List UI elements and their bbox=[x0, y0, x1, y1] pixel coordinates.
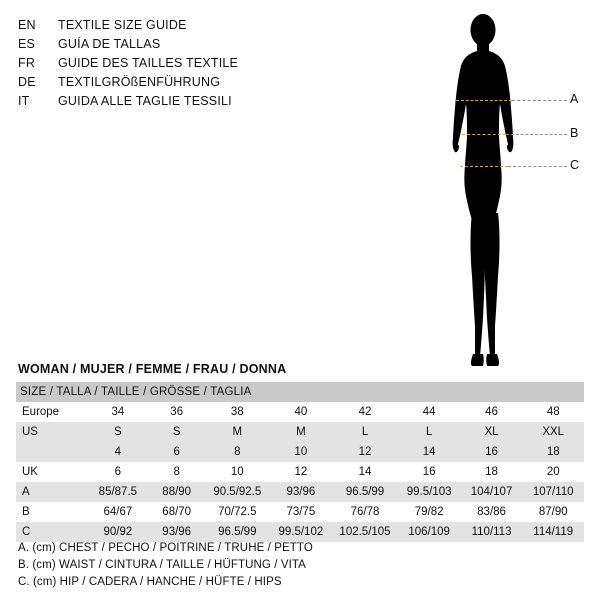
cell: 102.5/105 bbox=[332, 522, 397, 542]
cell: 96.5/99 bbox=[332, 482, 397, 502]
language-text: GUÍA DE TALLAS bbox=[58, 37, 161, 51]
cell: 68/70 bbox=[148, 502, 205, 522]
measurement-notes bbox=[18, 540, 578, 591]
language-code: ES bbox=[18, 37, 36, 51]
row-label: UK bbox=[16, 462, 88, 482]
cell: 20 bbox=[522, 462, 584, 482]
cell: 107/110 bbox=[522, 482, 584, 502]
table-row bbox=[16, 422, 584, 442]
cell: 14 bbox=[332, 462, 397, 482]
cell: 85/87.5 bbox=[88, 482, 149, 502]
table-row bbox=[16, 462, 584, 482]
cell: 14 bbox=[398, 442, 461, 462]
table-row bbox=[16, 482, 584, 502]
language-text: TEXTILE SIZE GUIDE bbox=[58, 18, 187, 32]
language-code: IT bbox=[18, 94, 30, 108]
language-row bbox=[18, 73, 318, 92]
cell: 110/113 bbox=[461, 522, 523, 542]
table-row bbox=[16, 402, 584, 422]
cell: 73/75 bbox=[269, 502, 332, 522]
cell: 6 bbox=[148, 442, 205, 462]
cell: 18 bbox=[461, 462, 523, 482]
cell: 42 bbox=[332, 402, 397, 422]
note-hip: C. (cm) HIP / CADERA / HANCHE / HÜFTE / HIPS bbox=[18, 576, 282, 588]
row-label: C bbox=[16, 522, 88, 542]
language-text: GUIDE DES TAILLES TEXTILE bbox=[58, 56, 239, 70]
row-label bbox=[16, 442, 88, 462]
waist-marker-label: B bbox=[570, 126, 579, 140]
chest-measure-line bbox=[456, 100, 512, 101]
cell: 96.5/99 bbox=[205, 522, 269, 542]
woman-silhouette-icon bbox=[420, 8, 590, 378]
cell: 76/78 bbox=[332, 502, 397, 522]
cell: 106/109 bbox=[398, 522, 461, 542]
cell: 93/96 bbox=[148, 522, 205, 542]
language-text: TEXTILGRÖßENFÜHRUNG bbox=[58, 75, 221, 89]
cell: 36 bbox=[148, 402, 205, 422]
cell: 10 bbox=[205, 462, 269, 482]
table-header-row bbox=[16, 382, 584, 402]
note-waist: B. (cm) WAIST / CINTURA / TAILLE / HÜFTUNG / VITA bbox=[18, 559, 306, 571]
cell: 48 bbox=[522, 402, 584, 422]
cell: S bbox=[88, 422, 149, 442]
cell: 46 bbox=[461, 402, 523, 422]
cell: S bbox=[148, 422, 205, 442]
table-row bbox=[16, 502, 584, 522]
cell: 6 bbox=[88, 462, 149, 482]
cell: M bbox=[205, 422, 269, 442]
language-code: DE bbox=[18, 75, 36, 89]
cell: L bbox=[332, 422, 397, 442]
cell: 34 bbox=[88, 402, 149, 422]
language-row bbox=[18, 16, 318, 35]
cell: 18 bbox=[522, 442, 584, 462]
body-figure bbox=[420, 8, 590, 378]
chest-leader-line bbox=[512, 100, 567, 101]
cell: 88/90 bbox=[148, 482, 205, 502]
table-caption: WOMAN / MUJER / FEMME / FRAU / DONNA bbox=[18, 362, 287, 376]
hip-measure-line bbox=[460, 166, 508, 167]
cell: 114/119 bbox=[522, 522, 584, 542]
size-table bbox=[16, 382, 584, 542]
cell: 70/72.5 bbox=[205, 502, 269, 522]
cell: 8 bbox=[205, 442, 269, 462]
language-row bbox=[18, 92, 318, 111]
cell: 12 bbox=[332, 442, 397, 462]
cell: 38 bbox=[205, 402, 269, 422]
row-label: US bbox=[16, 422, 88, 442]
cell: XL bbox=[461, 422, 523, 442]
cell: 90/92 bbox=[88, 522, 149, 542]
cell: 10 bbox=[269, 442, 332, 462]
cell: 16 bbox=[461, 442, 523, 462]
cell: 83/86 bbox=[461, 502, 523, 522]
cell: 64/67 bbox=[88, 502, 149, 522]
cell: 4 bbox=[88, 442, 149, 462]
chest-marker-label: A bbox=[570, 92, 579, 106]
row-label: Europe bbox=[16, 402, 88, 422]
language-row bbox=[18, 54, 318, 73]
cell: L bbox=[398, 422, 461, 442]
language-row bbox=[18, 35, 318, 54]
row-label: B bbox=[16, 502, 88, 522]
language-code: FR bbox=[18, 56, 36, 70]
cell: M bbox=[269, 422, 332, 442]
cell: 87/90 bbox=[522, 502, 584, 522]
cell: 8 bbox=[148, 462, 205, 482]
hip-leader-line bbox=[508, 166, 567, 167]
language-code: EN bbox=[18, 18, 36, 32]
row-label: A bbox=[16, 482, 88, 502]
cell: 99.5/103 bbox=[398, 482, 461, 502]
cell: 12 bbox=[269, 462, 332, 482]
language-legend bbox=[18, 16, 318, 111]
table-header-label: SIZE / TALLA / TAILLE / GRÖSSE / TAGLIA bbox=[16, 382, 584, 402]
cell: 90.5/92.5 bbox=[205, 482, 269, 502]
cell: 99.5/102 bbox=[269, 522, 332, 542]
waist-measure-line bbox=[462, 134, 506, 135]
language-text: GUIDA ALLE TAGLIE TESSILI bbox=[58, 94, 232, 108]
waist-leader-line bbox=[506, 134, 567, 135]
cell: 16 bbox=[398, 462, 461, 482]
cell: 93/96 bbox=[269, 482, 332, 502]
table-row bbox=[16, 442, 584, 462]
cell: 40 bbox=[269, 402, 332, 422]
hip-marker-label: C bbox=[570, 158, 580, 172]
cell: 79/82 bbox=[398, 502, 461, 522]
cell: 104/107 bbox=[461, 482, 523, 502]
cell: XXL bbox=[522, 422, 584, 442]
cell: 44 bbox=[398, 402, 461, 422]
table-row bbox=[16, 522, 584, 542]
note-chest: A. (cm) CHEST / PECHO / POITRINE / TRUHE / PETTO bbox=[18, 542, 313, 554]
